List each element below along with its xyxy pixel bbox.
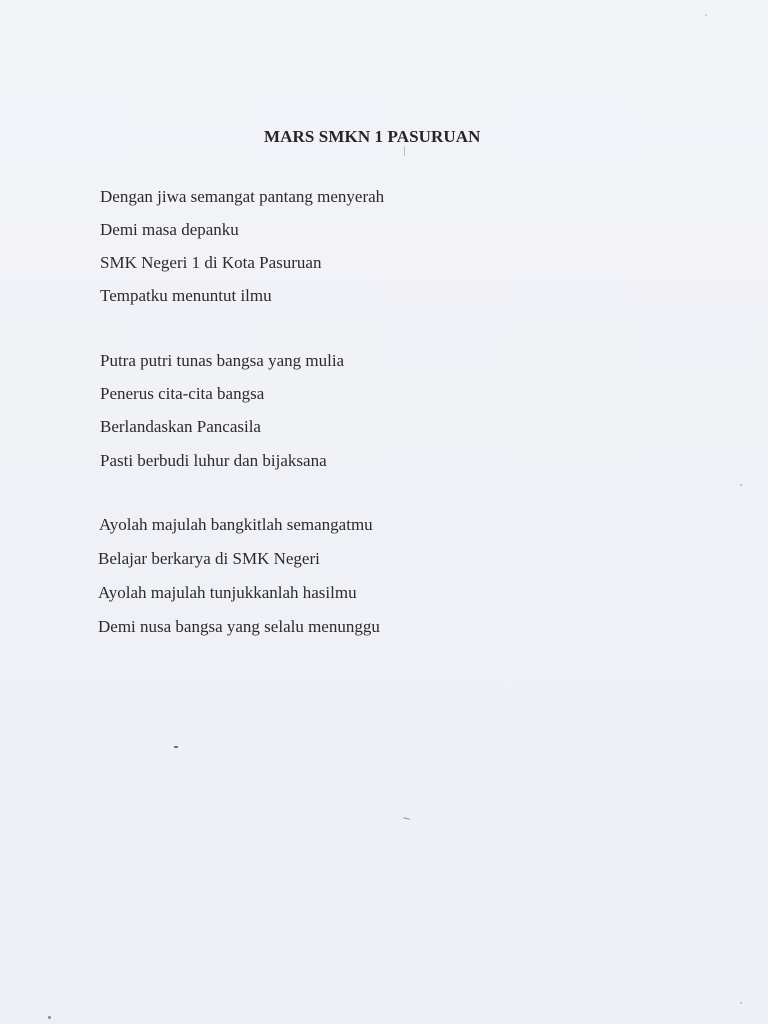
scan-speck <box>740 484 742 486</box>
stanza-2-line-3: Berlandaskan Pancasila <box>100 417 261 436</box>
scan-speck <box>404 146 405 156</box>
stanza-2-line-4: Pasti berbudi luhur dan bijaksana <box>100 451 327 470</box>
stanza-1-line-4: Tempatku menuntut ilmu <box>100 286 272 305</box>
stanza-2-line-1: Putra putri tunas bangsa yang mulia <box>100 351 345 370</box>
scan-speck <box>705 14 707 16</box>
scan-speck <box>174 746 178 748</box>
stanza-3-line-2: Belajar berkarya di SMK Negeri <box>98 549 320 568</box>
scan-speck <box>740 1002 742 1004</box>
stanza-2-line-2: Penerus cita-cita bangsa <box>100 384 265 403</box>
stanza-3-line-3: Ayolah majulah tunjukkanlah hasilmu <box>98 583 357 602</box>
stanza-3-line-4: Demi nusa bangsa yang selalu menunggu <box>98 617 380 636</box>
stanza-1-line-2: Demi masa depanku <box>100 220 239 239</box>
stanza-3-line-1: Ayolah majulah bangkitlah semangatmu <box>99 515 373 534</box>
document-title: MARS SMKN 1 PASURUAN <box>264 127 481 146</box>
stanza-1-line-1: Dengan jiwa semangat pantang menyerah <box>100 187 385 206</box>
stanza-1-line-3: SMK Negeri 1 di Kota Pasuruan <box>100 253 322 272</box>
scan-speck <box>403 817 410 819</box>
scan-speck <box>48 1016 51 1019</box>
